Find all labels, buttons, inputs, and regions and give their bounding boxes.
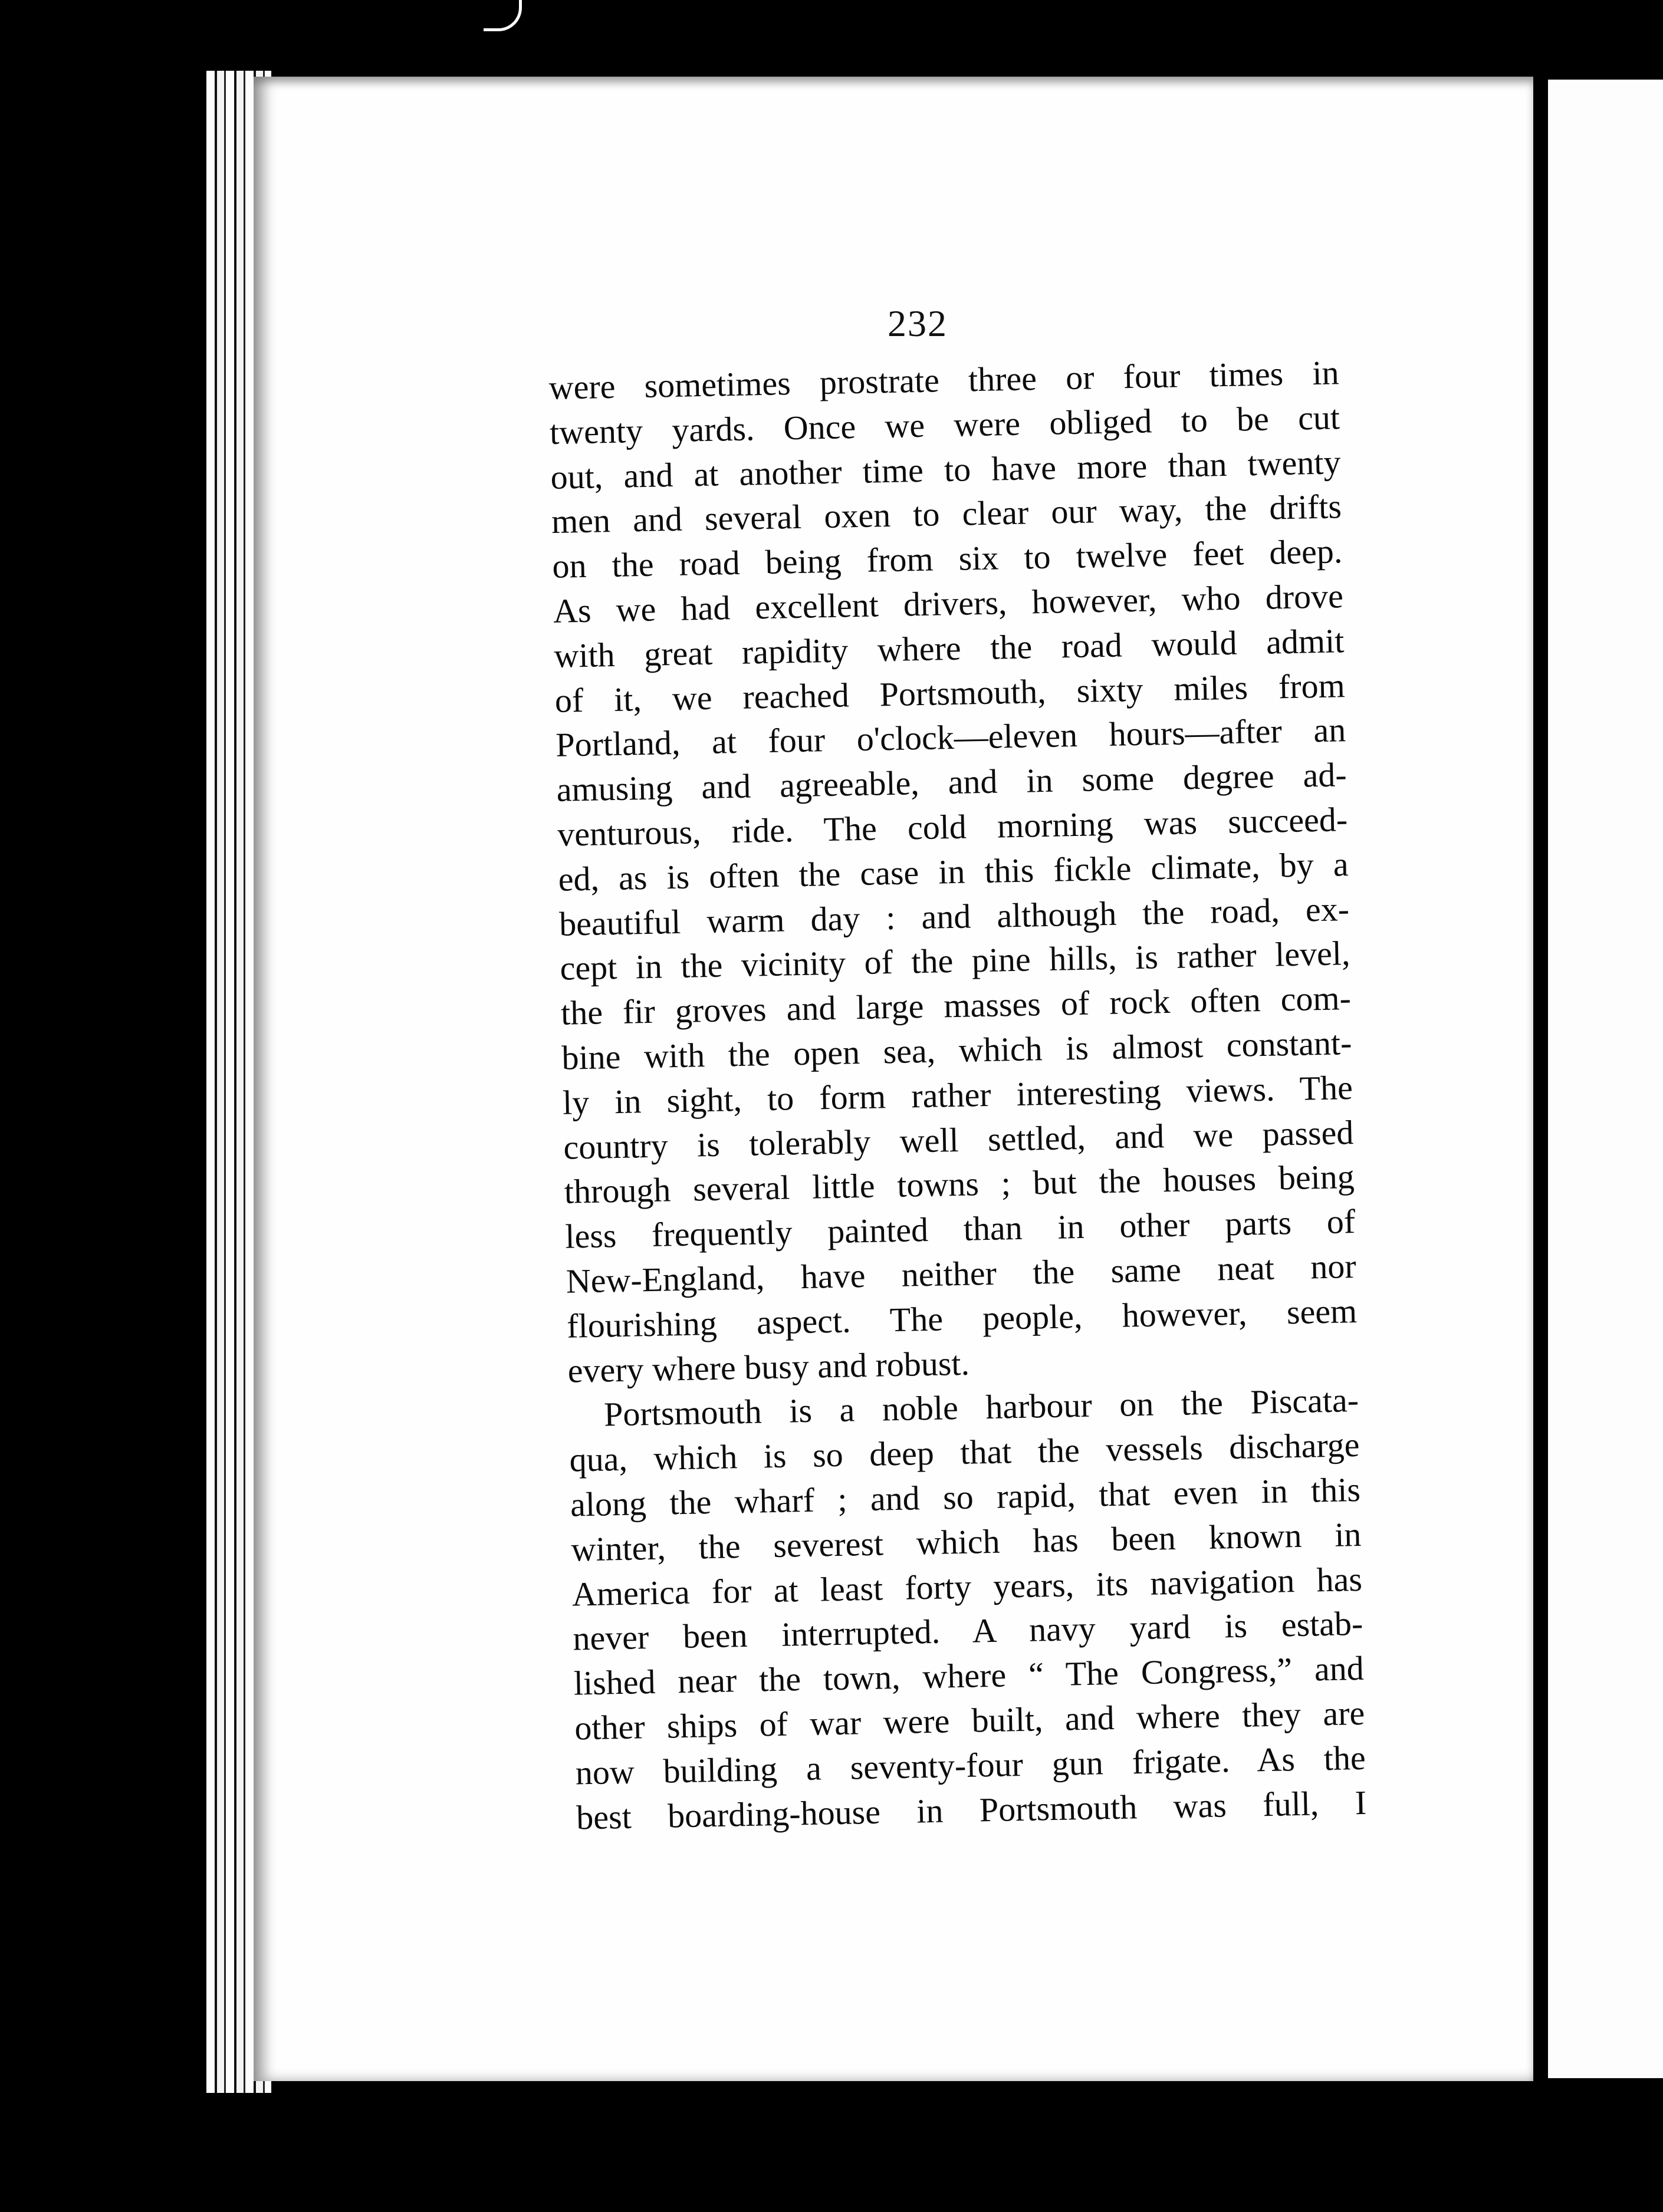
text-line: ed, as is often the case in this fickle climate, by a	[558, 844, 1349, 898]
text-line: cept in the vicinity of the pine hills, is rather level,	[560, 934, 1351, 988]
text-line: qua, which is so deep that the vessels discharge	[569, 1426, 1360, 1479]
text-line: amusing and agreeable, and in some degree ad-	[556, 755, 1348, 809]
text-line: bine with the open sea, which is almost constant-	[561, 1023, 1352, 1077]
text-line: now building a seventy-four gun frigate. As the	[575, 1738, 1366, 1792]
text-line: America for at least forty years, its navigation has	[571, 1559, 1363, 1614]
body-text	[548, 350, 1367, 1840]
text-line: on the road being from six to twelve feet deep.	[551, 532, 1343, 586]
text-line: venturous, ride. The cold morning was succeed-	[557, 800, 1348, 854]
text-line: every where busy and robust.	[567, 1344, 970, 1390]
text-line: best boarding-house in Portsmouth was full, I	[576, 1783, 1367, 1837]
text-line: ly in sight, to form rather interesting views. The	[562, 1068, 1353, 1122]
text-line: twenty yards. Once we were obliged to be cut	[549, 398, 1340, 452]
text-line: through several little towns ; but the houses being	[564, 1157, 1355, 1212]
text-line: of it, we reached Portsmouth, sixty miles from	[554, 666, 1346, 720]
text-line: winter, the severest which has been known in	[570, 1515, 1362, 1569]
text-line: less frequently painted than in other parts of	[564, 1202, 1356, 1256]
text-line: Portland, at four o'clock—eleven hours—after an	[555, 710, 1346, 765]
text-line: were sometimes prostrate three or four times in	[548, 353, 1340, 407]
text-line: New-England, have neither the same neat nor	[566, 1246, 1357, 1301]
text-line: Portsmouth is a noble harbour on the Piscata-	[603, 1381, 1359, 1434]
text-line: beautiful warm day : and although the road, ex-	[558, 889, 1350, 943]
page-number: 232	[888, 302, 948, 344]
text-line: with great rapidity where the road would admit	[553, 621, 1345, 675]
text-line: As we had excellent drivers, however, who drove	[553, 577, 1344, 630]
text-line: flourishing aspect. The people, however, seem	[566, 1291, 1358, 1345]
text-line: lished near the town, where “ The Congress,” and	[573, 1648, 1365, 1703]
text-line: country is tolerably well settled, and we passed	[563, 1112, 1354, 1167]
text-line: the fir groves and large masses of rock often com-	[560, 979, 1352, 1032]
text-line: out, and at another time to have more than twenty	[550, 442, 1342, 496]
facing-page-edge	[1542, 80, 1663, 2078]
text-line: along the wharf ; and so rapid, that even in this	[570, 1470, 1361, 1524]
text-line: men and several oxen to clear our way, the drifts	[551, 487, 1342, 541]
text-line: never been interrupted. A navy yard is estab-	[572, 1604, 1363, 1658]
text-line: other ships of war were built, and where they are	[574, 1693, 1365, 1747]
